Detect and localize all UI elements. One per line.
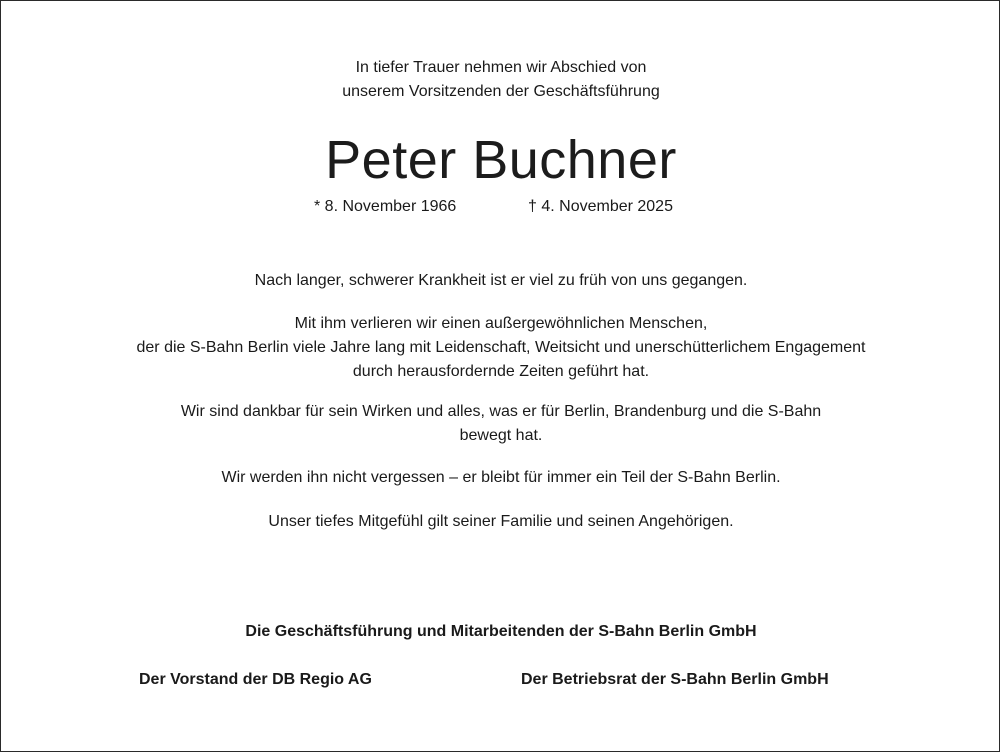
paragraph-tribute bbox=[1, 312, 1000, 384]
intro-line-1: In tiefer Trauer nehmen wir Abschied von bbox=[355, 59, 647, 76]
paragraph-illness: Nach langer, schwerer Krankheit ist er viel zu früh von uns gegangen. bbox=[254, 272, 748, 289]
paragraph-tribute-line-1: Mit ihm verlieren wir einen außergewöhnlichen Menschen, bbox=[294, 315, 708, 332]
paragraph-tribute-line-3: durch herausfordernde Zeiten geführt hat. bbox=[352, 363, 650, 380]
deceased-name: Peter Buchner bbox=[325, 130, 677, 190]
death-date: † 4. November 2025 bbox=[528, 198, 673, 215]
paragraph-tribute-line-2: der die S-Bahn Berlin viele Jahre lang mit Leidenschaft, Weitsicht und unerschütterlichem Engagement bbox=[136, 339, 866, 356]
life-dates bbox=[1, 197, 1000, 217]
paragraph-remembrance: Wir werden ihn nicht vergessen – er bleibt für immer ein Teil der S-Bahn Berlin. bbox=[221, 469, 781, 486]
birth-date: * 8. November 1966 bbox=[314, 198, 457, 215]
signature-works-council: Der Betriebsrat der S-Bahn Berlin GmbH bbox=[521, 671, 829, 688]
paragraph-gratitude-line-2: bewegt hat. bbox=[459, 427, 543, 444]
paragraph-condolence: Unser tiefes Mitgefühl gilt seiner Familie und seinen Angehörigen. bbox=[268, 513, 734, 530]
paragraph-gratitude bbox=[1, 400, 1000, 448]
signature-management: Die Geschäftsführung und Mitarbeitenden der S-Bahn Berlin GmbH bbox=[245, 623, 757, 640]
signature-db-regio: Der Vorstand der DB Regio AG bbox=[139, 671, 372, 688]
intro-text bbox=[1, 56, 1000, 104]
intro-line-2: unserem Vorsitzenden der Geschäftsführung bbox=[342, 83, 660, 100]
paragraph-gratitude-line-1: Wir sind dankbar für sein Wirken und alles, was er für Berlin, Brandenburg und die S-Bahn bbox=[180, 403, 822, 420]
